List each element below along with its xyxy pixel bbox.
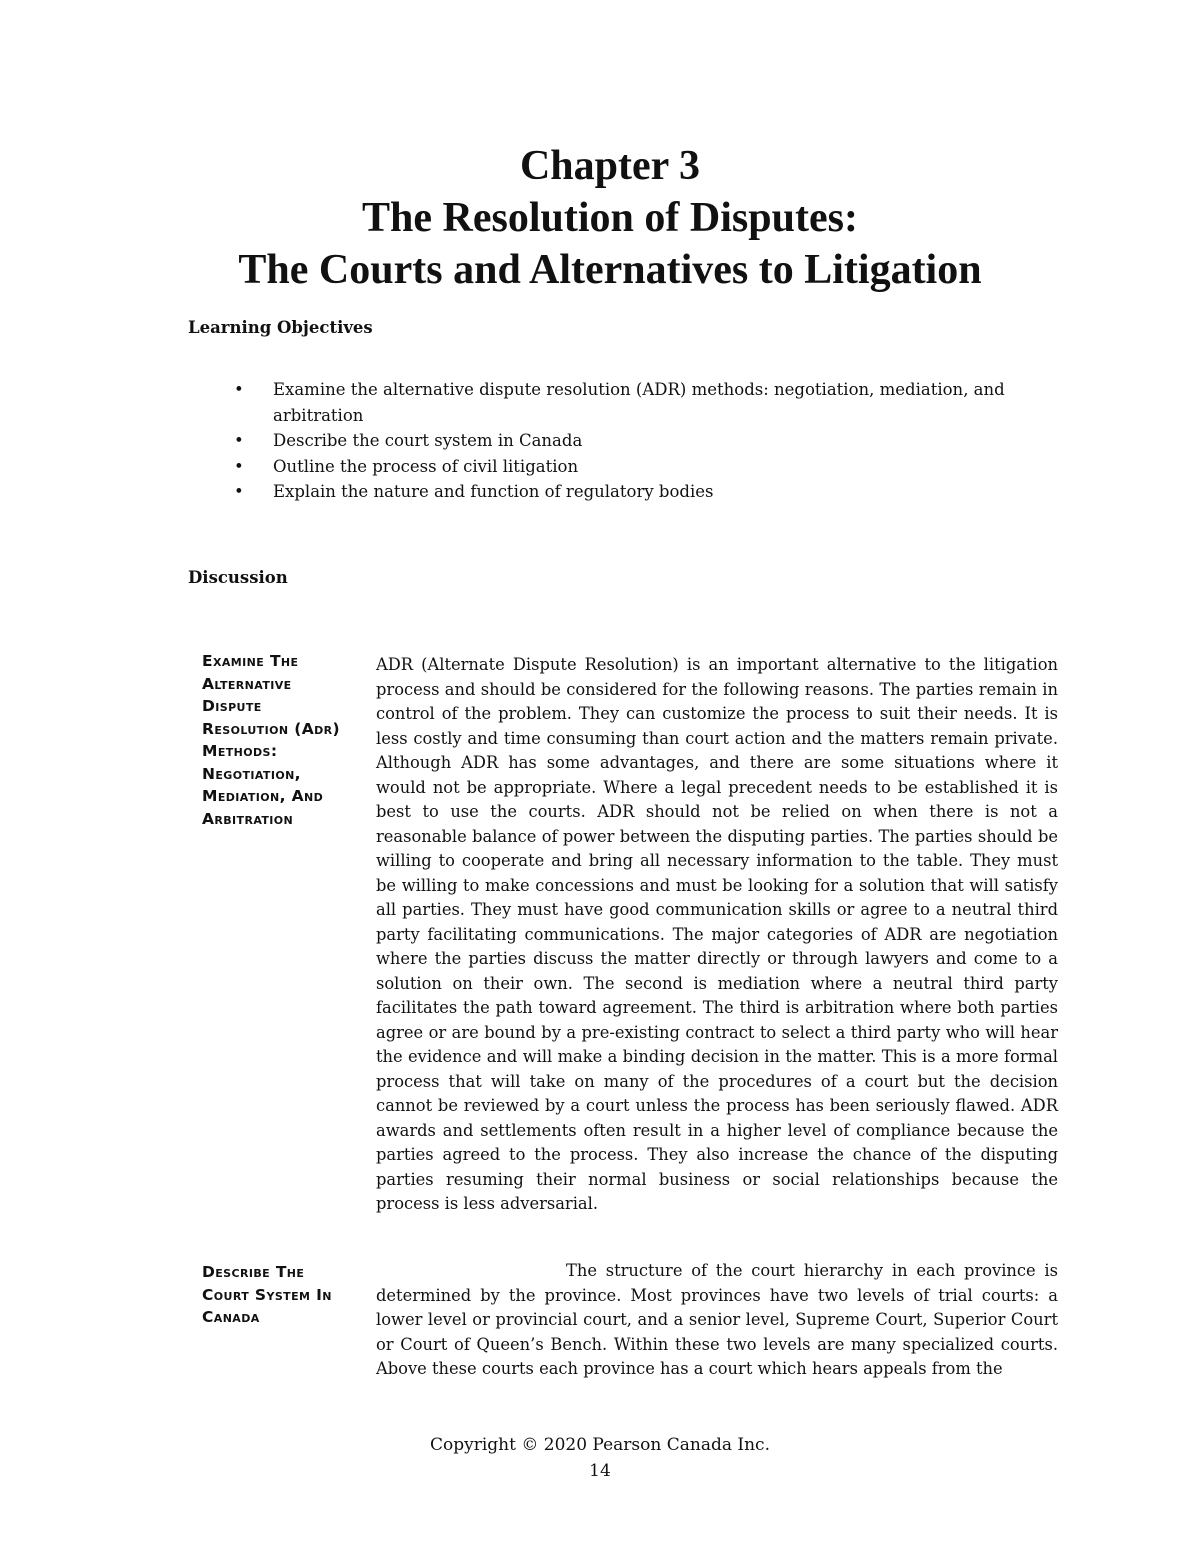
discussion-heading: Discussion [188, 568, 288, 587]
list-item [228, 428, 1048, 454]
bullet-icon: • [234, 431, 244, 450]
paragraph-court-system: The structure of the court hierarchy in each province is determined by the province. Most provinces have two levels of trial courts: a lower level or provincial court, and a senior level, Supreme Court, Superior Court or Court of Queen’s Bench. Within these two levels are many specialized courts. Above these courts each province has a court which hears appeals from the [376, 1261, 1058, 1378]
learning-objectives-heading: Learning Objectives [188, 318, 373, 337]
chapter-title-line-2: The Courts and Alternatives to Litigation [238, 247, 982, 293]
objective-text: Outline the process of civil litigation [273, 456, 579, 476]
list-item [228, 479, 1048, 505]
objective-text: Describe the court system in Canada [273, 431, 583, 450]
side-heading-court-system: Describe The Court System In Canada [202, 1263, 332, 1326]
paragraph-adr-methods: ADR (Alternate Dispute Resolution) is an important alternative to the litigation process and should be considered for the following reasons. The parties remain in control of the problem. They can customize the process to suit their needs. It is less costly and time consuming than court action and the matters remain private. Although ADR has some advantages, and there are some situations where it would not be appropriate. Where a legal precedent needs to be established it is best to use the courts. ADR should not be relied on when there is not a reasonable balance of power between the disputing parties. The parties should be willing to cooperate and bring all necessary information to the table. They must be willing to make concessions and must be looking for a solution that will satisfy all parties. They must have good communication skills or agree to a neutral third party facilitating communications. The major categories of ADR are negotiation where the parties discuss the matter directly or through lawyers and come to a solution on their own. The second is mediation where a neutral third party facilitates the path toward agreement. The third is arbitration where both parties agree or are bound by a pre-existing contract to select a third party who will hear the evidence and will make a binding decision in the matter. This is a more formal process that will take on many of the procedures of a court but the decision cannot be reviewed by a court unless the process has been seriously flawed. ADR awards and settlements often result in a higher level of compliance because the parties agreed to the process. They also increase the chance of the disputing parties resuming their normal business or social relationships because the process is less adversarial. [376, 655, 1058, 1213]
learning-objectives-list [228, 377, 1048, 505]
bullet-icon: • [234, 482, 244, 501]
objective-text: Examine the alternative dispute resolution (ADR) methods: negotiation, mediation, and arbitration [273, 380, 1005, 425]
chapter-number: Chapter 3 [519, 143, 701, 189]
list-item [228, 454, 1048, 480]
page-number: 14 [589, 1461, 611, 1481]
copyright-notice: Copyright © 2020 Pearson Canada Inc. [430, 1435, 770, 1455]
objective-text: Explain the nature and function of regulatory bodies [273, 482, 714, 501]
list-item [228, 377, 1048, 428]
bullet-icon: • [234, 380, 244, 399]
side-heading-adr-methods: Examine The Alternative Dispute Resolution (Adr) Methods: Negotiation, Mediation, And Arbitration [202, 652, 340, 828]
bullet-icon: • [234, 456, 244, 476]
chapter-title-line-1: The Resolution of Disputes: [362, 195, 858, 241]
chapter-title-block [150, 140, 1070, 296]
